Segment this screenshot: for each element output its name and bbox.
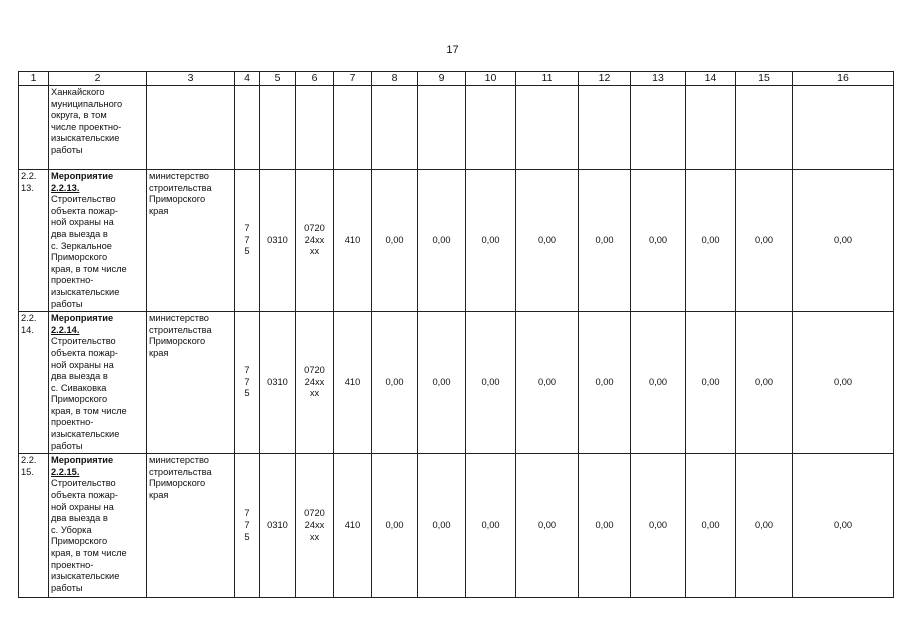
value-cell: 0,00 xyxy=(793,454,894,598)
text-line: 0720 xyxy=(304,365,325,376)
text-line: xx xyxy=(309,531,320,542)
row-id-cell xyxy=(19,454,49,598)
text-line: Приморского xyxy=(149,194,206,205)
text-line: Строительство xyxy=(51,194,116,205)
value-cell: 0,00 xyxy=(418,170,466,312)
ministry-cell xyxy=(147,170,235,312)
text-line: объекта пожар- xyxy=(51,490,119,501)
text-line: изыскательские xyxy=(51,286,120,297)
text-line: 5 xyxy=(244,388,250,399)
value-cell: 0,00 xyxy=(516,454,579,598)
text-line: работы xyxy=(51,440,83,451)
text-line: 5 xyxy=(244,531,250,542)
text-line: 2.2. xyxy=(21,171,37,181)
text-line: 24xx xyxy=(304,376,325,387)
text-line: округа, в том xyxy=(51,110,107,121)
text-line: 2.2. xyxy=(21,313,37,324)
value-cell: 0,00 xyxy=(793,170,894,312)
value-cell: 0,00 xyxy=(418,454,466,598)
table-row xyxy=(19,170,894,312)
empty-cell xyxy=(372,86,418,170)
text-line: проектно- xyxy=(51,559,94,570)
text-line: 15. xyxy=(21,466,34,477)
activity-title: Мероприятие xyxy=(51,171,114,181)
row-id-cell xyxy=(19,170,49,312)
column-header: 14 xyxy=(686,72,736,86)
expense-type-cell: 410 xyxy=(334,312,372,454)
text-line: Приморского xyxy=(51,394,108,405)
text-line: Приморского xyxy=(51,252,108,263)
value-cell: 0,00 xyxy=(631,170,686,312)
value-cell: 0,00 xyxy=(579,312,631,454)
text-line: работы xyxy=(51,582,83,593)
text-line: строительства xyxy=(149,182,212,193)
column-header: 10 xyxy=(466,72,516,86)
continuation-row xyxy=(19,86,894,170)
text-line: Приморского xyxy=(149,336,206,347)
table-row xyxy=(19,454,894,598)
text-line: края xyxy=(149,205,169,216)
text-line: 0720 xyxy=(304,223,325,234)
code-cell xyxy=(235,312,260,454)
value-cell: 0,00 xyxy=(372,454,418,598)
column-header: 9 xyxy=(418,72,466,86)
description-cell xyxy=(49,86,147,170)
text-line: края, в том числе xyxy=(51,405,127,416)
activity-title: 2.2.14. xyxy=(51,324,80,335)
code-cell xyxy=(235,454,260,598)
value-cell: 0,00 xyxy=(466,312,516,454)
column-header: 6 xyxy=(296,72,334,86)
activity-title: Мероприятие xyxy=(51,455,114,466)
empty-cell xyxy=(260,86,296,170)
target-code-cell xyxy=(296,454,334,598)
text-line: Строительство xyxy=(51,336,116,347)
text-line: министерство xyxy=(149,171,209,181)
text-line: 2.2. xyxy=(21,455,37,466)
text-line: xx xyxy=(309,388,320,399)
column-header: 1 xyxy=(19,72,49,86)
text-line: изыскательские xyxy=(51,429,120,440)
text-line: ной охраны на xyxy=(51,501,114,512)
column-header: 16 xyxy=(793,72,894,86)
expense-type-cell: 410 xyxy=(334,454,372,598)
text-line: Приморского xyxy=(149,478,206,489)
column-header: 11 xyxy=(516,72,579,86)
expense-type-cell: 410 xyxy=(334,170,372,312)
value-cell: 0,00 xyxy=(736,170,793,312)
value-cell: 0,00 xyxy=(736,312,793,454)
text-line: 7 xyxy=(244,223,250,234)
value-cell: 0,00 xyxy=(631,312,686,454)
text-line: объекта пожар- xyxy=(51,347,119,358)
description-cell xyxy=(49,170,147,312)
empty-cell xyxy=(793,86,894,170)
text-line: с. Зеркальное xyxy=(51,240,112,251)
text-line: муниципального xyxy=(51,98,123,109)
text-line: проектно- xyxy=(51,275,94,286)
text-line: края, в том числе xyxy=(51,548,127,558)
empty-cell xyxy=(516,86,579,170)
text-line: xx xyxy=(309,246,320,257)
text-line: работы xyxy=(51,298,83,309)
ministry-cell xyxy=(147,312,235,454)
section-code-cell: 0310 xyxy=(260,170,296,312)
text-line: министерство xyxy=(149,313,209,324)
empty-cell xyxy=(147,86,235,170)
text-line: министерство xyxy=(149,455,209,466)
code-cell xyxy=(235,170,260,312)
header-row xyxy=(19,72,894,86)
target-code-cell xyxy=(296,312,334,454)
text-line: 24xx xyxy=(304,234,325,245)
empty-cell xyxy=(736,86,793,170)
empty-cell xyxy=(579,86,631,170)
text-line: 24xx xyxy=(304,519,325,530)
empty-cell xyxy=(19,86,49,170)
text-line: числе проектно- xyxy=(51,121,122,132)
empty-cell xyxy=(334,86,372,170)
empty-cell xyxy=(296,86,334,170)
text-line: изыскательские xyxy=(51,133,120,144)
text-line: 7 xyxy=(244,508,250,519)
activity-title: 2.2.15. xyxy=(51,466,80,477)
text-line: объекта пожар- xyxy=(51,205,119,216)
value-cell: 0,00 xyxy=(686,454,736,598)
value-cell: 0,00 xyxy=(372,170,418,312)
row-id-cell xyxy=(19,312,49,454)
text-line: два выезда в xyxy=(51,513,108,524)
text-line: два выезда в xyxy=(51,228,108,239)
description-cell xyxy=(49,312,147,454)
value-cell: 0,00 xyxy=(516,312,579,454)
value-cell: 0,00 xyxy=(466,170,516,312)
value-cell: 0,00 xyxy=(418,312,466,454)
text-line: края, в том числе xyxy=(51,263,127,274)
empty-cell xyxy=(686,86,736,170)
column-header: 12 xyxy=(579,72,631,86)
value-cell: 0,00 xyxy=(686,312,736,454)
activity-title: 2.2.13. xyxy=(51,182,80,193)
text-line: два выезда в xyxy=(51,371,108,382)
value-cell: 0,00 xyxy=(686,170,736,312)
text-line: Строительство xyxy=(51,478,116,489)
column-header: 3 xyxy=(147,72,235,86)
empty-cell xyxy=(418,86,466,170)
description-cell xyxy=(49,454,147,598)
text-line: края xyxy=(149,347,169,358)
text-line: ной охраны на xyxy=(51,217,114,228)
column-header: 7 xyxy=(334,72,372,86)
text-line: с. Уборка xyxy=(51,524,92,535)
budget-table xyxy=(18,71,894,598)
column-header: 8 xyxy=(372,72,418,86)
section-code-cell: 0310 xyxy=(260,454,296,598)
text-line: строительства xyxy=(149,324,212,335)
table-row xyxy=(19,312,894,454)
value-cell: 0,00 xyxy=(793,312,894,454)
text-line: изыскательские xyxy=(51,571,120,582)
column-header: 4 xyxy=(235,72,260,86)
empty-cell xyxy=(235,86,260,170)
text-line: Ханкайского xyxy=(51,87,105,97)
text-line: 13. xyxy=(21,182,34,193)
text-line: 7 xyxy=(244,519,250,530)
column-header: 2 xyxy=(49,72,147,86)
activity-title: Мероприятие xyxy=(51,313,114,324)
value-cell: 0,00 xyxy=(736,454,793,598)
column-header: 15 xyxy=(736,72,793,86)
section-code-cell: 0310 xyxy=(260,312,296,454)
text-line: проектно- xyxy=(51,417,94,428)
text-line: с. Сиваковка xyxy=(51,382,107,393)
text-line: строительства xyxy=(149,466,212,477)
text-line: 0720 xyxy=(304,508,325,519)
empty-cell xyxy=(631,86,686,170)
text-line: 7 xyxy=(244,376,250,387)
text-line: 14. xyxy=(21,324,34,335)
text-line: 5 xyxy=(244,246,250,257)
column-header: 5 xyxy=(260,72,296,86)
text-line: 7 xyxy=(244,234,250,245)
value-cell: 0,00 xyxy=(516,170,579,312)
value-cell: 0,00 xyxy=(466,454,516,598)
text-line: 7 xyxy=(244,365,250,376)
value-cell: 0,00 xyxy=(579,454,631,598)
value-cell: 0,00 xyxy=(372,312,418,454)
text-line: Приморского xyxy=(51,536,108,547)
empty-cell xyxy=(466,86,516,170)
column-header: 13 xyxy=(631,72,686,86)
value-cell: 0,00 xyxy=(631,454,686,598)
page-number: 17 xyxy=(446,44,459,56)
target-code-cell xyxy=(296,170,334,312)
ministry-cell xyxy=(147,454,235,598)
text-line: работы xyxy=(51,144,83,155)
text-line: края xyxy=(149,490,169,501)
text-line: ной охраны на xyxy=(51,359,114,370)
value-cell: 0,00 xyxy=(579,170,631,312)
